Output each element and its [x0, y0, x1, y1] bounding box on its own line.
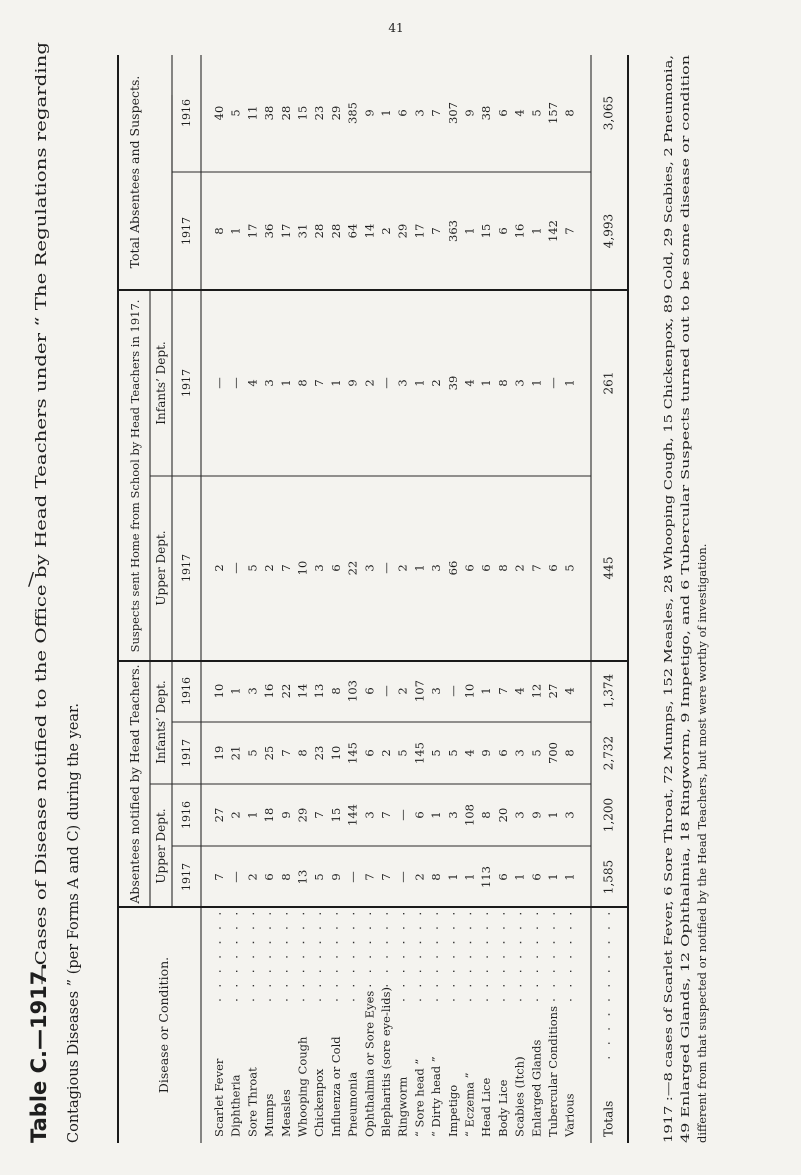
cell-sus-upper-1917: 6 [328, 564, 343, 572]
cell-total-1917: 16 [512, 223, 527, 239]
cell-sus-inf-1917: — [228, 377, 243, 389]
cell-abs-upper-1917: 113 [479, 866, 494, 888]
cell-total-1917: 17 [245, 223, 260, 239]
cell-abs-upper-1916: 29 [295, 807, 310, 823]
cell-total-1916: 8 [562, 109, 577, 117]
cell-abs-upper-1916: 6 [412, 811, 427, 819]
disease-label: Pneumonia [345, 1071, 360, 1137]
cell-total-1916: 29 [328, 105, 343, 121]
cell-sus-inf-1917: 1 [479, 379, 494, 387]
cell-abs-inf-1916: 103 [345, 680, 360, 702]
cell-abs-inf-1916: 6 [362, 687, 377, 695]
cell-abs-upper-1916: — [395, 809, 410, 821]
cell-total-1916: 385 [345, 102, 360, 124]
cell-total-1917: 29 [395, 223, 410, 239]
cell-abs-inf-1917: 10 [328, 745, 343, 761]
cell-sus-upper-1917: 7 [278, 564, 293, 572]
cell-abs-inf-1916: 14 [295, 683, 310, 699]
cell-abs-inf-1916: 4 [562, 687, 577, 695]
disease-label: Tubercular Conditions [546, 1006, 560, 1137]
cell-abs-upper-1917: 8 [278, 873, 293, 881]
cell-abs-upper-1916: 15 [328, 807, 343, 823]
cell-sus-inf-1917: 3 [512, 379, 527, 387]
header-suspects: Suspects sent Home from School by Head Teachers in 1917. [128, 299, 142, 653]
cell-abs-upper-1917: 6 [529, 873, 544, 881]
header-abs-upper-1916: 1916 [180, 801, 193, 829]
cell-sus-upper-1917: 6 [462, 564, 477, 572]
cell-abs-upper-1917: 8 [429, 873, 444, 881]
cell-abs-upper-1916: 9 [278, 811, 293, 819]
footnote-line2: 49 Enlarged Glands, 12 Ophthalmia, 18 Ringworm, 9 Impetigo, and 6 Tubercular Suspects turned out to be some disease or condition [678, 359, 692, 1143]
total-sus-upper-1917: 445 [601, 556, 616, 580]
cell-abs-inf-1917: 5 [245, 749, 260, 757]
cell-sus-inf-1917: 2 [362, 379, 377, 387]
cell-sus-upper-1917: 6 [546, 564, 560, 572]
cell-abs-inf-1916: 3 [245, 687, 260, 695]
cell-sus-inf-1917: 4 [245, 379, 260, 387]
cell-abs-upper-1917: 1 [546, 873, 560, 881]
cell-sus-inf-1917: 3 [395, 379, 410, 387]
cell-abs-inf-1917: 5 [529, 749, 544, 757]
cell-sus-upper-1917: — [228, 562, 243, 574]
cell-abs-upper-1916: 20 [495, 807, 510, 823]
table-title-bold: Table C.—1917. [27, 962, 51, 1143]
cell-total-1917: 17 [412, 223, 427, 239]
disease-labels [212, 987, 577, 1138]
cell-sus-inf-1917: — [212, 377, 226, 389]
cell-abs-inf-1916: — [379, 685, 393, 697]
total-abs-upper-1917: 1,585 [601, 859, 616, 895]
disease-label: Scarlet Fever [212, 1058, 226, 1137]
page-number: 41 [388, 21, 404, 35]
disease-label: Enlarged Glands [529, 1039, 544, 1137]
cell-sus-inf-1917: 1 [278, 379, 293, 387]
cell-sus-upper-1917: 22 [345, 560, 360, 576]
cell-abs-upper-1916: 27 [212, 807, 226, 823]
cell-abs-inf-1916: — [445, 685, 460, 697]
cell-sus-inf-1917: 8 [495, 379, 510, 387]
cell-sus-inf-1917: 1 [328, 379, 343, 387]
margin-mark: / [28, 569, 35, 590]
header-disease: Disease or Condition. [156, 956, 171, 1094]
total-abs-inf-1916: 1,374 [601, 673, 616, 709]
disease-label: Sore Throat [245, 1067, 260, 1137]
cell-abs-upper-1917: 7 [212, 873, 226, 881]
cell-total-1916: 6 [495, 109, 510, 117]
cell-abs-upper-1916: 7 [379, 811, 393, 819]
total-total-1916: 3,065 [601, 95, 616, 131]
disease-label: Head Lice [479, 1077, 494, 1137]
cell-abs-upper-1917: 2 [245, 873, 260, 881]
cell-total-1917: 142 [546, 220, 560, 242]
cell-abs-inf-1917: 5 [445, 749, 460, 757]
disease-label: “ Sore head ” [412, 1058, 427, 1137]
disease-label: “ Eczema ” [462, 1072, 477, 1137]
cell-abs-inf-1916: 3 [429, 687, 444, 695]
disease-label: Influenza or Cold [328, 1036, 343, 1137]
header-absentees: Absentees notified by Head Teachers. [127, 664, 142, 904]
table-values [212, 96, 616, 1137]
header-abs-upper: Upper Dept. [154, 808, 168, 884]
cell-total-1916: 307 [445, 102, 460, 124]
cell-sus-inf-1917: 2 [429, 379, 444, 387]
cell-total-1917: 28 [328, 223, 343, 239]
cell-total-1916: 5 [228, 109, 243, 117]
cell-total-1917: 36 [262, 223, 277, 239]
table-title-line2: Contagious Diseases ” (per Forms A and C) during the year. [66, 703, 82, 1143]
cell-total-1916: 15 [295, 105, 310, 121]
cell-sus-inf-1917: 7 [312, 379, 327, 387]
total-sus-inf-1917: 261 [601, 371, 616, 395]
footnote-line1: 1917 :—8 cases of Scarlet Fever, 6 Sore Throat, 72 Mumps, 152 Measles, 28 Whooping Cough, 15 Chickenpox, 89 Cold, 29 Scabies, 2 Pneumonia, [661, 288, 675, 1143]
cell-total-1916: 9 [462, 109, 477, 117]
cell-sus-inf-1917: 9 [345, 379, 360, 387]
cell-abs-inf-1917: 5 [429, 749, 444, 757]
cell-abs-upper-1917: — [345, 871, 360, 883]
cell-total-1917: 1 [529, 227, 544, 235]
cell-abs-inf-1917: 3 [512, 749, 527, 757]
cell-total-1917: 64 [345, 223, 360, 239]
cell-total-1916: 157 [546, 102, 560, 124]
disease-label: Ophthalmia or Sore Eyes [362, 990, 377, 1137]
cell-abs-upper-1917: 7 [379, 873, 393, 881]
cell-abs-upper-1916: 9 [529, 811, 544, 819]
cell-abs-upper-1917: 1 [445, 873, 460, 881]
cell-sus-inf-1917: 8 [295, 379, 310, 387]
cell-sus-upper-1917: — [379, 562, 393, 574]
header-abs-inf-1916: 1916 [180, 677, 193, 705]
cell-abs-upper-1916: 1 [245, 811, 260, 819]
header-sus-inf: Infants’ Dept. [154, 341, 168, 425]
cell-sus-upper-1917: 2 [512, 564, 527, 572]
cell-sus-upper-1917: 1 [412, 564, 427, 572]
totals-label: Totals [601, 1100, 616, 1137]
cell-abs-inf-1916: 12 [529, 683, 544, 699]
cell-abs-inf-1916: 10 [462, 683, 477, 699]
cell-sus-upper-1917: 5 [245, 564, 260, 572]
cell-sus-inf-1917: 1 [412, 379, 427, 387]
cell-abs-upper-1916: 7 [312, 811, 327, 819]
cell-abs-upper-1916: 18 [262, 807, 277, 823]
cell-abs-inf-1916: 1 [228, 687, 243, 695]
cell-total-1917: 14 [362, 223, 377, 239]
cell-sus-inf-1917: 4 [462, 379, 477, 387]
cell-total-1917: 17 [278, 223, 293, 239]
cell-abs-inf-1916: 10 [212, 683, 226, 699]
cell-abs-upper-1917: 1 [462, 873, 477, 881]
disease-label: Mumps [262, 1093, 277, 1137]
cell-abs-upper-1916: 2 [228, 811, 243, 819]
cell-sus-inf-1917: 1 [529, 379, 544, 387]
cell-abs-inf-1917: 8 [295, 749, 310, 757]
cell-abs-inf-1916: 4 [512, 687, 527, 695]
header-total-1916: 1916 [180, 99, 193, 127]
cell-sus-upper-1917: 8 [495, 564, 510, 572]
cell-total-1917: 15 [479, 223, 494, 239]
cell-total-1916: 7 [429, 109, 444, 117]
disease-label: Blepharitis (sore eye-lids) [379, 987, 393, 1137]
cell-total-1916: 40 [212, 105, 226, 121]
header-abs-inf-1917: 1917 [180, 739, 193, 767]
cell-total-1917: 6 [495, 227, 510, 235]
cell-total-1916: 38 [262, 105, 277, 121]
cell-total-1917: 7 [429, 227, 444, 235]
cell-abs-inf-1916: 27 [546, 683, 560, 699]
cell-total-1917: 7 [562, 227, 577, 235]
header-sus-upper-1917: 1917 [180, 554, 193, 582]
header-total: Total Absentees and Suspects. [127, 75, 142, 269]
cell-total-1917: 1 [462, 227, 477, 235]
cell-sus-upper-1917: 5 [562, 564, 577, 572]
cell-abs-inf-1917: 145 [412, 742, 427, 764]
cell-total-1917: 2 [379, 227, 393, 235]
cell-abs-upper-1917: 7 [362, 873, 377, 881]
cell-sus-upper-1917: 2 [212, 564, 226, 572]
cell-sus-upper-1917: 3 [429, 564, 444, 572]
header-abs-upper-1917: 1917 [180, 863, 193, 891]
cell-abs-upper-1917: 13 [295, 869, 310, 885]
cell-abs-upper-1917: 2 [412, 873, 427, 881]
disease-label: Measles [278, 1089, 293, 1137]
cell-abs-inf-1916: 13 [312, 683, 327, 699]
disease-label: Scabies (Itch) [512, 1056, 527, 1137]
header-sus-upper: Upper Dept. [154, 530, 168, 606]
cell-total-1917: 8 [212, 227, 226, 235]
cell-abs-upper-1917: — [395, 871, 410, 883]
cell-sus-inf-1917: 1 [562, 379, 577, 387]
total-abs-inf-1917: 2,732 [601, 735, 616, 771]
cell-sus-upper-1917: 6 [479, 564, 494, 572]
cell-abs-inf-1917: 145 [345, 742, 360, 764]
cell-sus-inf-1917: 39 [445, 375, 460, 391]
cell-abs-inf-1917: 2 [379, 749, 393, 757]
cell-abs-upper-1916: 144 [345, 804, 360, 826]
cell-abs-inf-1917: 21 [228, 745, 243, 761]
cell-abs-upper-1917: 6 [262, 873, 277, 881]
cell-abs-upper-1917: — [228, 871, 243, 883]
cell-abs-upper-1917: 6 [495, 873, 510, 881]
cell-total-1916: 38 [479, 105, 494, 121]
cell-sus-upper-1917: 2 [262, 564, 277, 572]
cell-sus-upper-1917: 10 [295, 560, 310, 576]
footnote-line3: different from that suspected or notified by the Head Teachers, but most were worthy of investigation. [695, 543, 709, 1143]
cell-abs-inf-1917: 5 [395, 749, 410, 757]
cell-abs-inf-1916: 2 [395, 687, 410, 695]
cell-abs-upper-1916: 1 [546, 811, 560, 819]
cell-sus-inf-1917: — [546, 377, 560, 389]
cell-abs-upper-1917: 9 [328, 873, 343, 881]
total-abs-upper-1916: 1,200 [601, 797, 616, 833]
cell-abs-upper-1916: 108 [462, 804, 477, 826]
cell-abs-inf-1917: 4 [462, 749, 477, 757]
cell-abs-upper-1916: 8 [479, 811, 494, 819]
cell-sus-upper-1917: 7 [529, 564, 544, 572]
total-total-1917: 4,993 [601, 213, 616, 249]
cell-sus-upper-1917: 3 [312, 564, 327, 572]
cell-abs-upper-1916: 3 [445, 811, 460, 819]
cell-abs-inf-1916: 8 [328, 687, 343, 695]
cell-total-1917: 1 [228, 227, 243, 235]
cell-total-1916: 23 [312, 105, 327, 121]
table-title-line1: —Cases of Disease notified to the Office by Head Teachers under “ The Regulations regarding [34, 292, 50, 985]
header-total-1917: 1917 [180, 217, 193, 245]
cell-total-1916: 28 [278, 105, 293, 121]
cell-abs-inf-1917: 9 [479, 749, 494, 757]
cell-abs-inf-1916: 107 [412, 680, 427, 702]
cell-abs-upper-1916: 3 [362, 811, 377, 819]
cell-total-1916: 9 [362, 109, 377, 117]
disease-label: Ringworm [395, 1076, 410, 1137]
cell-abs-inf-1916: 1 [479, 687, 494, 695]
cell-total-1916: 4 [512, 109, 527, 117]
cell-abs-upper-1916: 1 [429, 811, 444, 819]
cell-sus-upper-1917: 66 [445, 560, 460, 576]
disease-label: Body Lice [495, 1079, 510, 1137]
cell-total-1916: 5 [529, 109, 544, 117]
cell-abs-upper-1917: 1 [512, 873, 527, 881]
disease-label: “ Dirty head ” [429, 1056, 444, 1137]
cell-abs-inf-1917: 700 [546, 742, 560, 764]
cell-abs-inf-1916: 16 [262, 683, 277, 699]
cell-abs-inf-1916: 7 [495, 687, 510, 695]
cell-abs-upper-1917: 1 [562, 873, 577, 881]
cell-total-1917: 28 [312, 223, 327, 239]
cell-abs-inf-1917: 8 [562, 749, 577, 757]
cell-abs-inf-1917: 6 [362, 749, 377, 757]
cell-total-1917: 31 [295, 223, 310, 239]
disease-label: Various [562, 1093, 577, 1137]
cell-abs-upper-1917: 5 [312, 873, 327, 881]
cell-abs-inf-1917: 6 [495, 749, 510, 757]
cell-sus-upper-1917: 3 [362, 564, 377, 572]
cell-total-1916: 11 [245, 105, 260, 121]
cell-total-1917: 363 [445, 220, 460, 242]
cell-sus-inf-1917: 3 [262, 379, 277, 387]
header-sus-inf-1917: 1917 [180, 369, 193, 397]
cell-sus-inf-1917: — [379, 377, 393, 389]
cell-abs-upper-1916: 3 [512, 811, 527, 819]
cell-sus-upper-1917: 2 [395, 564, 410, 572]
cell-abs-inf-1917: 23 [312, 745, 327, 761]
cell-abs-upper-1916: 3 [562, 811, 577, 819]
cell-abs-inf-1917: 7 [278, 749, 293, 757]
cell-abs-inf-1916: 22 [278, 683, 293, 699]
disease-label: Impetigo [445, 1084, 460, 1137]
cell-abs-inf-1917: 25 [262, 745, 277, 761]
disease-label: Chickenpox [312, 1068, 327, 1137]
disease-label: Whooping Cough [295, 1036, 310, 1137]
disease-label: Diphtheria [228, 1074, 243, 1137]
cell-total-1916: 6 [395, 109, 410, 117]
cell-total-1916: 1 [379, 109, 393, 117]
cell-total-1916: 3 [412, 109, 427, 117]
cell-abs-inf-1917: 19 [212, 745, 226, 761]
header-abs-inf: Infants’ Dept. [154, 680, 168, 764]
